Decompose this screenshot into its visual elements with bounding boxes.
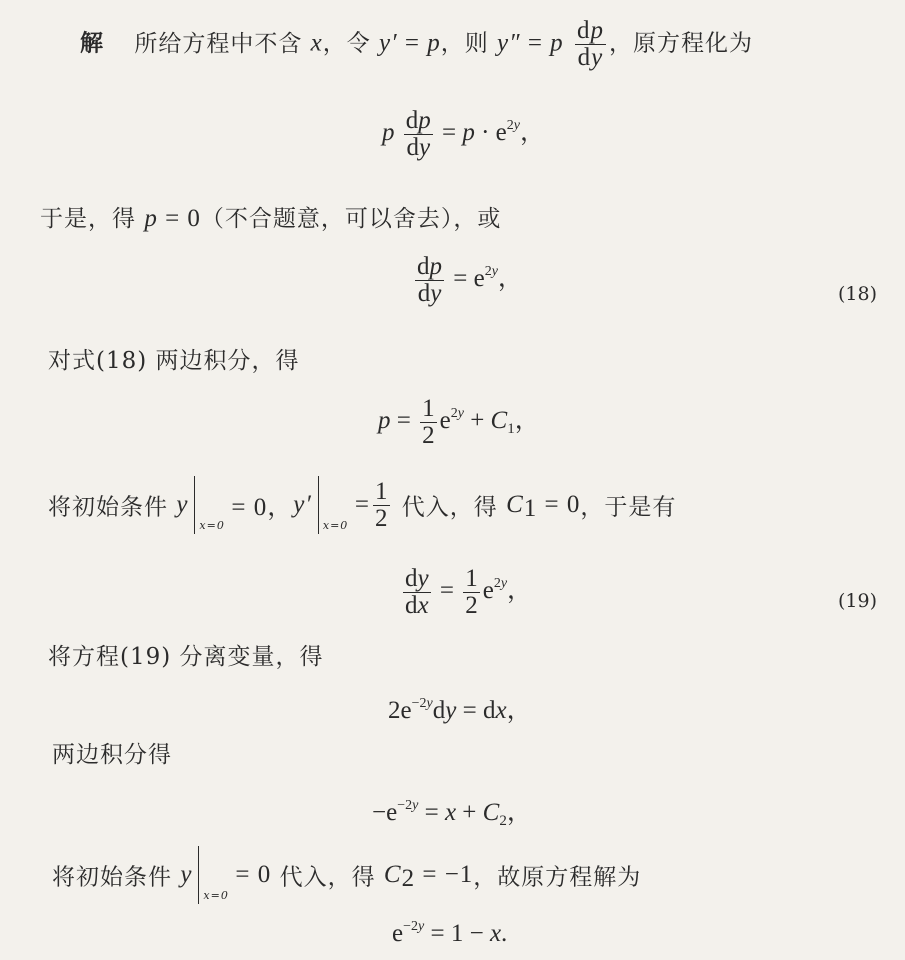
equation-p: p = $\frac{1}{2}$ $e^{2y} + C_1$， (378, 395, 540, 449)
equation-1: p $\frac{dp}{dy}$ = $p \cdot e^{2y}$， (382, 107, 546, 161)
equation-integrated: $-e^{-2y} = x + C_2$， (372, 798, 532, 829)
equation-number-19: (19) (837, 590, 877, 612)
line-condition-2: 将初始条件 y x=0 = 0 代入，得 $C_2 = -1$，故原方程解为 (52, 846, 641, 904)
equation-separated: $2e^{-2y}dy$ = dx， (388, 696, 532, 724)
solution-label: 解 (80, 29, 104, 57)
line-integrate-18: 对式(18) 两边积分，得 (48, 348, 300, 374)
line-p-zero: 于是，得 p = 0（不合题意，可以舍去），或 (40, 205, 502, 232)
equation-18: $\frac{dp}{dy}$ = $e^{2y}$， (417, 253, 523, 307)
line-separate: 将方程(19) 分离变量，得 (48, 644, 324, 670)
intro-line: 解 所给方程中不含 x，令 y′ = p，则 y″ = p $\frac{dp}{dy}$ ，原方程化为 (80, 17, 753, 71)
equation-final: $e^{-2y} = 1 - x$. (392, 919, 508, 947)
equation-19: $\frac{dy}{dx}$ = $\frac{1}{2}$ $e^{2y}$， (405, 565, 533, 619)
line-condition-1: 将初始条件 y x=0 = 0，y′ x=0 = $\frac{1}{2}$ 代入，得 $C_1 = 0$，于是有 (48, 477, 677, 532)
line-integrate: 两边积分得 (52, 742, 172, 768)
equation-number-18: (18) (837, 283, 877, 305)
